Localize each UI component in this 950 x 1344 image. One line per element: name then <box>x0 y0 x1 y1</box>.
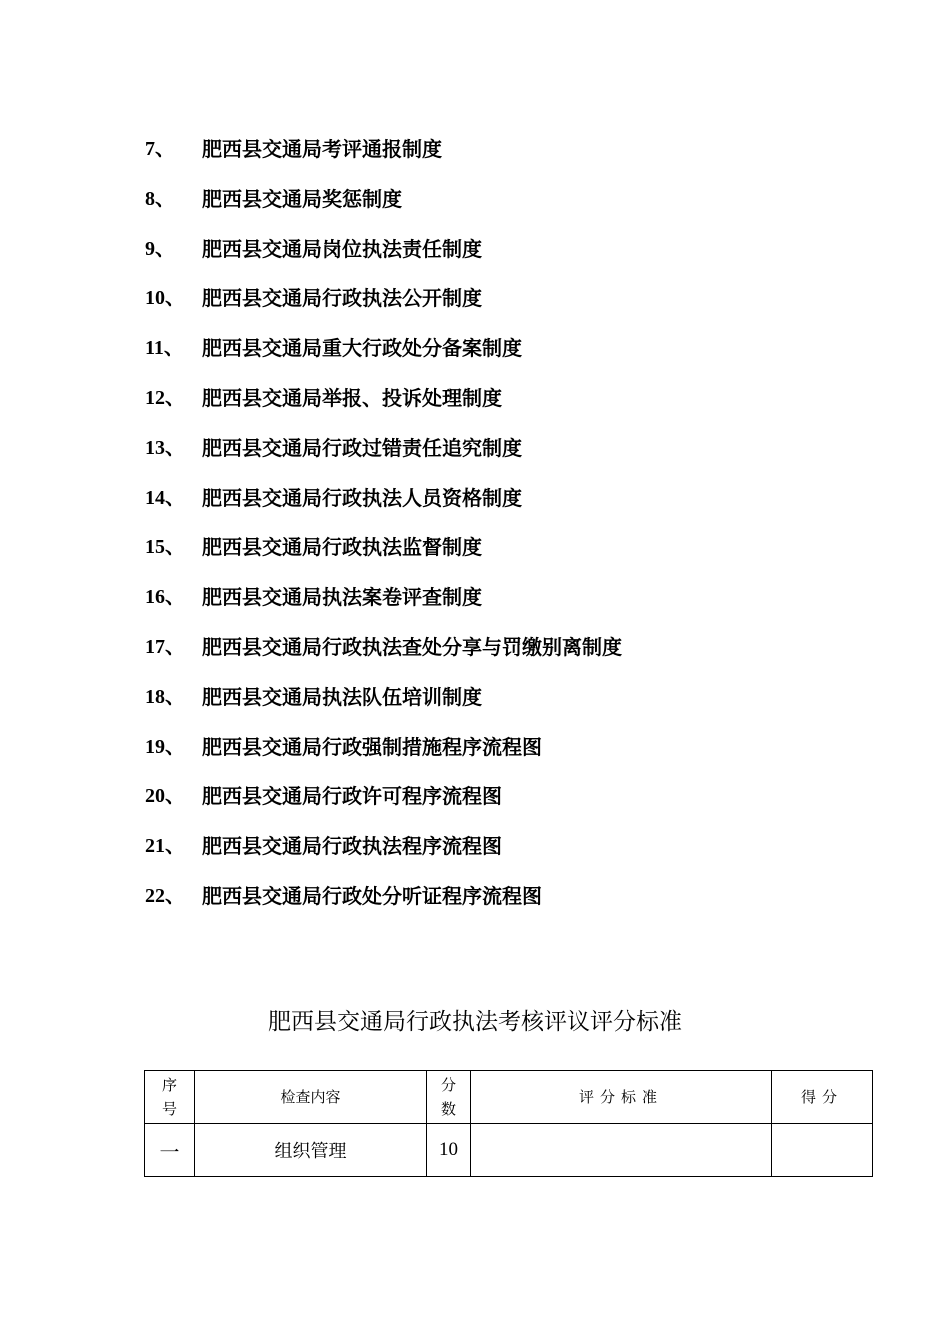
list-item-text: 肥西县交通局行政过错责任追究制度 <box>202 435 522 460</box>
list-item-text: 肥西县交通局行政处分听证程序流程图 <box>202 883 542 908</box>
list-item-number: 11、 <box>145 337 184 360</box>
list-item-text: 肥西县交通局行政执法监督制度 <box>202 535 482 560</box>
list-item-text: 肥西县交通局行政强制措施程序流程图 <box>202 734 542 759</box>
header-score-line1: 分 <box>440 1076 456 1094</box>
header-score <box>427 1071 471 1124</box>
list-item-number: 9、 <box>145 237 175 260</box>
cell-got <box>772 1124 873 1177</box>
list-item-number: 17、 <box>145 635 185 658</box>
list-item <box>145 433 865 483</box>
list-item-text: 肥西县交通局行政执法程序流程图 <box>202 834 502 859</box>
list-item <box>145 483 865 533</box>
list-item-number: 13、 <box>145 436 185 459</box>
list-item-number: 18、 <box>145 685 185 708</box>
list-item-text: 肥西县交通局执法案卷评查制度 <box>202 585 482 610</box>
list-item-number: 7、 <box>145 138 175 160</box>
list-item <box>145 682 865 732</box>
header-seq-line2: 号 <box>161 1100 177 1118</box>
list-item <box>145 383 865 433</box>
document-list <box>145 134 865 931</box>
list-item-text: 肥西县交通局举报、投诉处理制度 <box>202 385 502 410</box>
list-item-text: 肥西县交通局执法队伍培训制度 <box>202 684 482 709</box>
list-item <box>145 184 865 234</box>
list-item <box>145 582 865 632</box>
list-item <box>145 532 865 582</box>
list-item-number: 8、 <box>145 187 175 210</box>
scoring-table <box>144 1070 873 1177</box>
list-item-number: 20、 <box>145 785 185 808</box>
list-item <box>145 283 865 333</box>
cell-standard <box>471 1124 772 1177</box>
list-item <box>145 134 865 184</box>
cell-score: 10 <box>427 1124 471 1177</box>
list-item-text: 肥西县交通局考评通报制度 <box>202 137 442 161</box>
list-item-number: 19、 <box>145 735 185 758</box>
list-item-number: 12、 <box>145 386 185 409</box>
list-item-number: 15、 <box>145 536 185 559</box>
list-item-text: 肥西县交通局岗位执法责任制度 <box>202 236 482 261</box>
cell-content: 组织管理 <box>195 1124 427 1177</box>
table-row <box>145 1124 873 1177</box>
list-item-text: 肥西县交通局重大行政处分备案制度 <box>202 336 522 361</box>
header-seq <box>145 1071 195 1124</box>
list-item-number: 21、 <box>145 835 185 858</box>
page-title: 肥西县交通局行政执法考核评议评分标准 <box>268 1009 682 1035</box>
list-item <box>145 632 865 682</box>
list-item <box>145 234 865 284</box>
list-item-number: 22、 <box>145 884 185 907</box>
list-item <box>145 333 865 383</box>
list-item-text: 肥西县交通局行政执法人员资格制度 <box>202 485 522 510</box>
list-item-text: 肥西县交通局行政执法查处分享与罚缴别离制度 <box>202 634 622 659</box>
list-item-text: 肥西县交通局行政执法公开制度 <box>202 286 482 311</box>
list-item-text: 肥西县交通局奖惩制度 <box>202 186 402 211</box>
list-item <box>145 781 865 831</box>
list-item-number: 10、 <box>145 287 185 310</box>
header-score-line2: 数 <box>440 1100 456 1118</box>
list-item <box>145 732 865 782</box>
header-content: 检查内容 <box>195 1071 427 1124</box>
header-got: 得分 <box>772 1071 873 1124</box>
cell-seq: 一 <box>145 1124 195 1177</box>
list-item-text: 肥西县交通局行政许可程序流程图 <box>202 784 502 809</box>
list-item <box>145 881 865 931</box>
table-header-row <box>145 1071 873 1124</box>
list-item-number: 16、 <box>145 586 185 609</box>
list-item-number: 14、 <box>145 486 185 509</box>
list-item <box>145 831 865 881</box>
header-standard: 评分标准 <box>471 1071 772 1124</box>
header-seq-line1: 序 <box>161 1076 177 1094</box>
